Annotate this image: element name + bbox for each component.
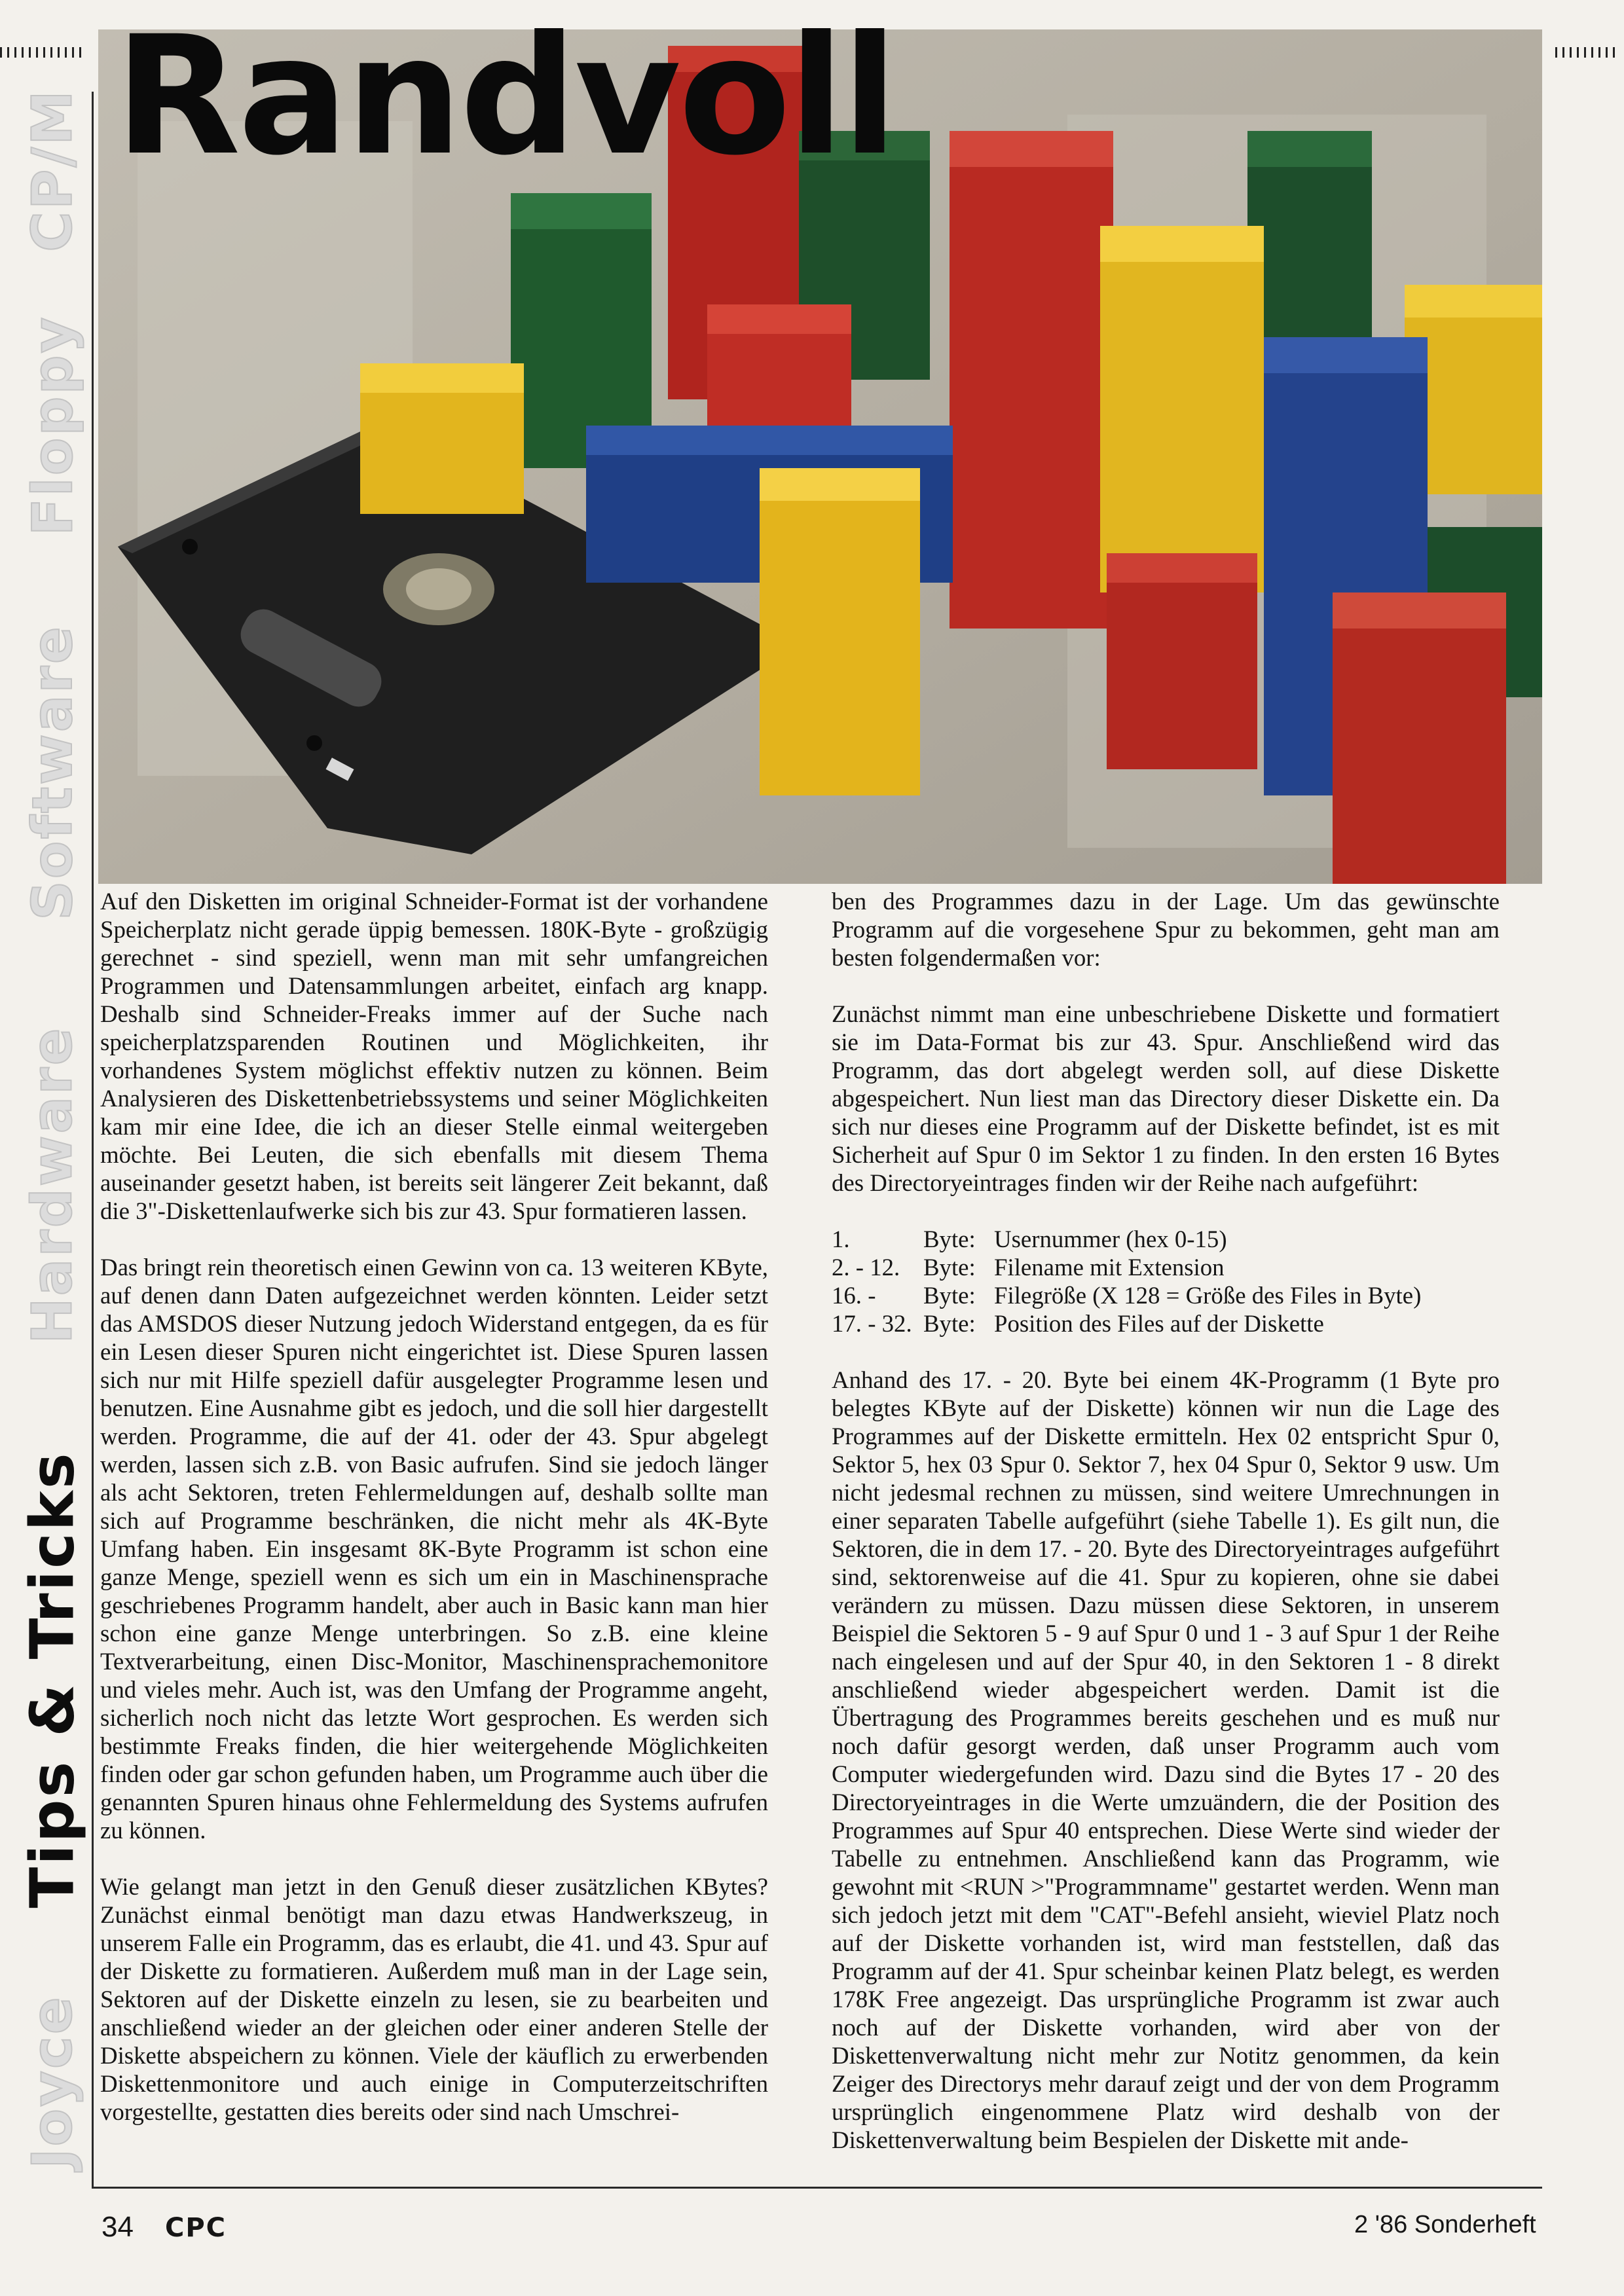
page-number: 34 (101, 2211, 134, 2243)
category-hardware (13, 975, 92, 1394)
article-column-right (832, 887, 1500, 2180)
block-blue-tall-top (1264, 337, 1428, 373)
block-red-bottom (1107, 553, 1257, 769)
category-label: Hardware (20, 1026, 85, 1344)
article-paragraph: Das bringt rein theoretisch einen Gewinn von ca. 13 weiteren KByte, auf denen dann Daten aufgezeichnet werden könnten. Leider setzt das AMSDOS dieser Nutzung jedoch Widerstand entgegen, da es für ein Lesen dieser Spuren nicht eingerichtet ist. Diese Spuren lassen sich nur mit Hilfe speziell dafür ausgelegter Programme lesen und benutzen. Eine Ausnahme gibt es jedoch, und die soll hier dargestellt werden. Programme, die auf der 41. oder der 43. Spur abgelegt werden, lassen sich z.B. von Basic aufrufen. Sind sie jedoch länger als acht Sektoren, treten Fehlermeldungen auf, deshalb sollte man sich auf Programme beschränken, die nicht mehr als 4K-Byte Umfang haben. Ein insgesamt 8K-Byte Programm ist schon eine ganze Menge, speziell wenn es sich um ein in Maschinensprache geschriebenes Programm handelt, aber auch in Basic kann man hier schon eine ganze Menge unterbringen. So z.B. eine kleine Textverarbeitung, einen Disc-Monitor, Maschinensprachemonitore und vieles mehr. Auch ist, was den Umfang der Programme angeht, sicherlich noch nicht das letzte Wort gesprochen. Es werden sich bestimmte Freaks finden, die hier weitergehende Möglichkeiten finden oder gar schon gefunden haben, um Programme auch über die genannten Spuren hinaus ohne Fehlermeldung des Systems aufrufen zu können. (100, 1254, 768, 1844)
byte-range: 1. (832, 1226, 850, 1252)
article-paragraph: Auf den Disketten im original Schneider-Format ist der vorhandene Speicherplatz nicht gerade üppig bemessen. 180K-Byte - großzügig gerechnet - sind speziell, wenn man mit sehr umfangreichen Programmen und Datensammlungen arbeitet, einfach arg knapp. Deshalb sind Schneider-Freaks immer auf der Suche nach speicherplatzsparenden Routinen und Möglichkeiten, ihr vorhandenes System möglichst effektiv nutzen zu können. Beim Analysieren des Diskettenbetriebssystems und seiner Möglichkeiten kam mir eine Idee, die ich an dieser Stelle einmal weitergeben möchte. Bei Leuten, die sich ebenfalls mit diesem Thema auseinander gesetzt haben, ist bereits seit längerer Zeit bekannt, daß die 3"-Diskettenlaufwerke sich bis zur 43. Spur formatieren lassen. (100, 888, 768, 1224)
block-blue-horizontal-top (586, 426, 953, 455)
category-label: Floppy (20, 315, 84, 536)
block-green-left-top (511, 193, 652, 229)
ruler-ticks-right (1555, 47, 1617, 58)
block-yellow-front-top (760, 468, 920, 501)
byte-range: 2. - 12. (832, 1254, 900, 1281)
block-red-tall-top (950, 131, 1113, 167)
floppy-hole-bottom (306, 735, 322, 751)
byte-unit: Byte: (923, 1226, 976, 1252)
floppy-hub-center (406, 568, 471, 610)
category-software (13, 589, 92, 956)
article-paragraph: Wie gelangt man jetzt in den Genuß dieser zusätzlichen KBytes? Zunächst einmal benötigt man dazu etwas Handwerkszeug, in unserem Falle ein Programm, das es erlaubt, die 41. und 43. Spur auf der Diskette zu formatieren. Außerdem muß man in der Lage sein, Sektoren auf der Diskette einzeln zu lesen, sie zu bearbeiten und anschließend wieder an der gleichen oder einer anderen Stelle der Diskette abspeichern zu können. Viele der käuflich zu erwerbenden Diskettenmonitore und auch einige in Computerzeitschriften vorgestellte, gestatten dies bereits oder sind nach Umschrei- (100, 1873, 768, 2125)
byte-range: 16. - (832, 1282, 876, 1309)
issue-label: 2 '86 Sonderheft (1354, 2211, 1536, 2238)
paragraph-gap (100, 1844, 768, 1872)
byte-description: Filename mit Extension (994, 1254, 1225, 1281)
byte-list-row (832, 1225, 1500, 1253)
block-yellow-middle (1100, 226, 1264, 592)
paragraph-gap (832, 1338, 1500, 1366)
block-red-front-right (1333, 592, 1506, 884)
category-floppy (13, 288, 92, 563)
byte-list-row (832, 1281, 1500, 1309)
category-label: Software (20, 625, 84, 920)
ruler-ticks-left (0, 47, 82, 58)
byte-range: 17. - 32. (832, 1310, 912, 1337)
byte-list-row (832, 1253, 1500, 1281)
paragraph-gap (100, 1225, 768, 1253)
category-sidebar (13, 72, 92, 2206)
block-yellow-right-edge-top (1405, 285, 1542, 318)
article-paragraph: Zunächst nimmt man eine unbeschriebene Diskette und formatiert sie im Data-Format bis zur 43. Spur. Anschließend wird das Programm, das dort abgelegt werden soll, auf diese Diskette abgespeichert. Nun liest man das Directory dieser Diskette ein. Da sich nur dieses eine Programm auf der Diskette befindet, ist es mit Sicherheit auf Spur 0 im Sektor 1 zu finden. In den ersten 16 Bytes des Directoryeintrages finden wir der Reihe nach aufgeführt: (832, 1000, 1500, 1196)
block-red-front-right-top (1333, 592, 1506, 629)
paragraph-gap (832, 1197, 1500, 1225)
byte-unit: Byte: (923, 1254, 976, 1281)
paragraph-gap (832, 972, 1500, 1000)
article-column-left (100, 887, 768, 2180)
category-tips-tricks (13, 1421, 92, 1938)
byte-description: Usernummer (hex 0-15) (994, 1226, 1227, 1252)
byte-list (832, 1225, 1500, 1338)
block-yellow-front (760, 468, 920, 795)
category-cpm (13, 72, 92, 268)
byte-unit: Byte: (923, 1310, 976, 1337)
block-green-top-right-top (1247, 131, 1372, 167)
magazine-logo: CPC (165, 2213, 227, 2243)
floppy-hole-top (182, 539, 198, 555)
article-paragraph: ben des Programmes dazu in der Lage. Um das gewünschte Programm auf die vorgesehene Spur zu bekommen, geht man am besten folgendermaßen vor: (832, 888, 1500, 971)
byte-description: Filegröße (X 128 = Größe des Files in Byte) (994, 1282, 1422, 1309)
block-yellow-left-top (360, 363, 524, 393)
block-yellow-middle-top (1100, 226, 1264, 262)
block-red-tall (950, 131, 1113, 629)
byte-list-row (832, 1309, 1500, 1338)
category-label: Joyce (20, 1995, 85, 2169)
block-red-small-top (707, 304, 851, 334)
category-label: Tips & Tricks (17, 1450, 88, 1908)
article-paragraph: Anhand des 17. - 20. Byte bei einem 4K-Programm (1 Byte pro belegtes KByte auf der Diskette) können wir nun die Lage des Programmes auf der Diskette ermitteln. Hex 02 entspricht Spur 0, Sektor 5, hex 03 Spur 0. Sektor 7, hex 04 Spur 0, Sektor 9 usw. Um nicht jedesmal rechnen zu müssen, sind weitere Umrechnungen in einer separaten Tabelle aufgeführt (siehe Tabelle 1). Es gilt nun, die Sektoren, die in dem 17. - 20. Byte des Directoryeintrages aufgeführt sind, sektorenweise auf die 41. Spur zu kopieren, ohne sie dabei verändern zu müssen. Dazu müssen diese Sektoren, in unserem Beispiel die Sektoren 5 - 9 auf Spur 0 und 1 - 3 auf Spur 1 der Reihe nach eingelesen und auf der Spur 40, in den Sektoren 1 - 8 direkt anschließend wieder abgespeichert werden. Damit ist die Übertragung des Programmes bereits geschehen und es muß nur noch dafür gesorgt werden, daß unser Programm auch vom Computer wiedergefunden wird. Dazu sind die Bytes 17 - 20 des Directoryeintrages in die Werte umzuändern, die der Position des Programmes auf Spur 40 entsprechen. Diese Werte sind wieder der Tabelle zu entnehmen. Anschließend kann das Programm, wie gewohnt mit <RUN >"Programmname" gestartet werden. Wenn man sich jedoch jetzt mit dem "CAT"-Befehl ansieht, wieviel Platz noch auf der Diskette vorhanden ist, wird man feststellen, daß das Programm auf der 41. Spur scheinbar keinen Platz belegt, es werden 178K Free angezeigt. Das ursprüngliche Programm ist zwar auch noch auf der Diskette vorhanden, wird aber von der Diskettenverwaltung nicht mehr zur Notitz genommen, da kein Zeiger des Directorys mehr darauf zeigt und der von dem Programm ursprünglich eingenommene Platz wird deshalb von der Diskettenverwaltung beim Bespielen der Diskette mit ande- (832, 1366, 1500, 2153)
block-red-bottom-top (1107, 553, 1257, 583)
byte-unit: Byte: (923, 1282, 976, 1309)
category-label: CP/M (20, 88, 85, 252)
frame-line-left (92, 92, 94, 2187)
frame-line-bottom (92, 2187, 1542, 2189)
article-title: Randvoll (115, 1, 896, 191)
byte-description: Position des Files auf der Diskette (994, 1310, 1324, 1337)
category-joyce (13, 1958, 92, 2206)
